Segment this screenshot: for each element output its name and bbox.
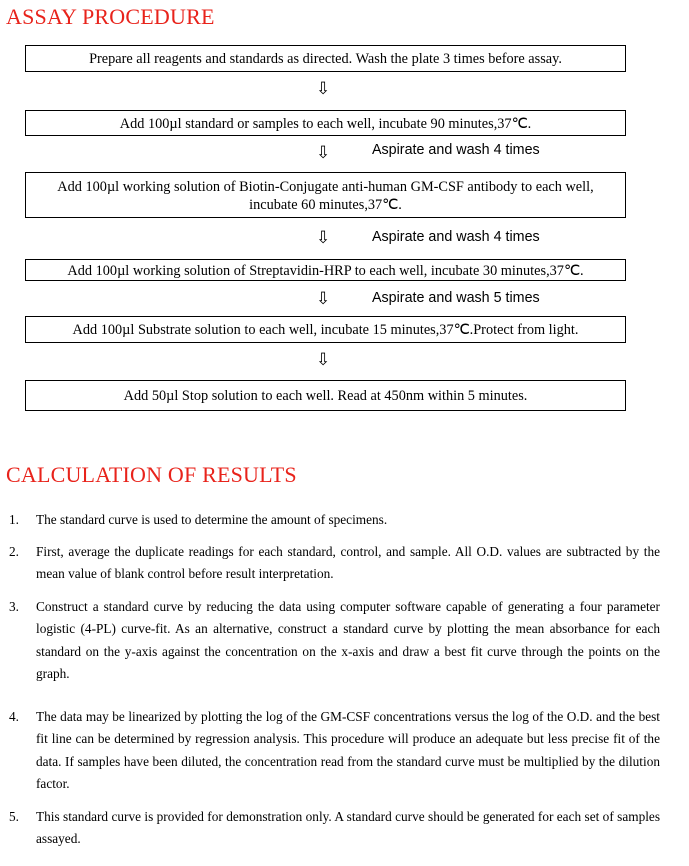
list-item-number: 1. [9,512,19,527]
step-box-4: Add 100µl working solution of Streptavidin-HRP to each well, incubate 30 minutes,37℃. [25,259,626,281]
list-item [0,541,660,586]
list-item-text: This standard curve is provided for demonstration only. A standard curve should be generated for each set of samples assayed. [36,809,660,847]
list-item-text: Construct a standard curve by reducing the data using computer software capable of generating a four parameter logistic (4-PL) curve-fit. As an alternative, construct a standard curve by plotting the mean absorbance for each standard on the y-axis against the concentration on the x-axis and draw a best fit curve through the points on the graph. [36,599,660,681]
list-item [0,596,660,685]
step-box-6: Add 50µl Stop solution to each well. Read at 450nm within 5 minutes. [25,380,626,411]
down-arrow-icon: ⇩ [316,143,331,163]
step-box-5: Add 100µl Substrate solution to each well, incubate 15 minutes,37℃.Protect from light. [25,316,626,343]
list-item-text: The data may be linearized by plotting the log of the GM-CSF concentrations versus the log of the O.D. and the best fit line can be determined by regression analysis. This procedure will produce an adequate but less precise fit of the data. If samples have been diluted, the concentration read from the standard curve must be multiplied by the dilution factor. [36,709,660,791]
wash-note-2: Aspirate and wash 4 times [372,229,540,245]
list-item-number: 2. [9,544,19,559]
step-box-1: Prepare all reagents and standards as directed. Wash the plate 3 times before assay. [25,45,626,72]
step-box-2: Add 100µl standard or samples to each well, incubate 90 minutes,37℃. [25,110,626,136]
list-item [0,509,660,531]
list-item [0,806,660,851]
down-arrow-icon: ⇩ [316,228,331,248]
step-box-3: Add 100µl working solution of Biotin-Conjugate anti-human GM-CSF antibody to each well, incubate 60 minutes,37℃. [25,172,626,218]
list-item-number: 5. [9,809,19,824]
list-item-number: 3. [9,599,19,614]
down-arrow-icon: ⇩ [316,79,331,99]
down-arrow-icon: ⇩ [316,289,331,309]
list-item-text: First, average the duplicate readings for each standard, control, and sample. All O.D. values are subtracted by the mean value of blank control before result interpretation. [36,544,660,582]
list-item [0,706,660,795]
wash-note-3: Aspirate and wash 5 times [372,290,540,306]
down-arrow-icon: ⇩ [316,350,331,370]
calculation-heading: CALCULATION OF RESULTS [6,462,297,487]
wash-note-1: Aspirate and wash 4 times [372,142,540,158]
list-item-number: 4. [9,709,19,724]
assay-procedure-heading: ASSAY PROCEDURE [6,4,215,29]
list-item-text: The standard curve is used to determine the amount of specimens. [36,512,388,527]
